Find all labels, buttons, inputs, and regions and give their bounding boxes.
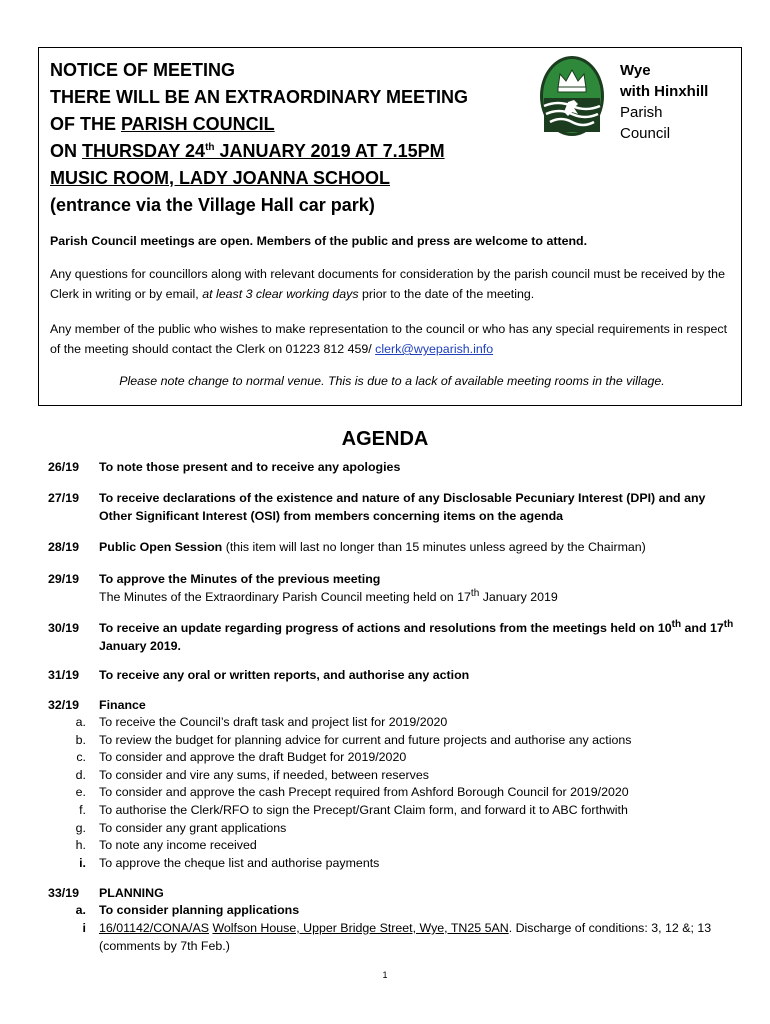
sub-item-letter: i. — [79, 855, 86, 870]
sub-item-letter: d. — [75, 767, 86, 782]
questions-text-a: Any questions for councillors along with relevant documents for consideration by the parish council must be received by the Clerk in writing or by email, — [50, 267, 725, 301]
meeting-date-b: JANUARY 2019 AT 7.15PM — [214, 141, 445, 161]
meeting-date-sup: th — [205, 142, 215, 153]
agenda-item-number: 33/19 — [48, 886, 80, 900]
representation-text — [50, 319, 734, 359]
minutes-detail-a: The Minutes of the Extraordinary Parish Council meeting held on 17 — [99, 590, 471, 604]
sub-item-text: To note any income received — [99, 838, 257, 853]
meeting-date-a: THURSDAY 24 — [82, 141, 206, 161]
sub-item-text: To receive the Council’s draft task and project list for 2019/2020 — [99, 715, 448, 729]
public-open-session-note: (this item will last no longer than 15 minutes unless agreed by the Chairman) — [222, 540, 646, 554]
agenda-item-text: To note those present and to receive any apologies — [99, 460, 401, 474]
parish-council-crest-icon — [538, 54, 606, 138]
agenda-item-text — [99, 619, 739, 655]
sub-item-letter: c. — [76, 750, 86, 765]
agenda-item-text: To receive any oral or written reports, and authorise any action — [99, 668, 470, 682]
sub-item-letter: a. — [75, 903, 86, 917]
update-sup-2: th — [723, 618, 734, 630]
notice-line-3-underlined: PARISH COUNCIL — [121, 114, 275, 134]
update-sup-1: th — [671, 618, 682, 630]
open-meetings-text: Parish Council meetings are open. Members of the public and press are welcome to attend. — [50, 234, 588, 248]
sub-item-roman: i — [82, 921, 86, 935]
sub-item-text: To approve the cheque list and authorise payments — [99, 855, 380, 870]
sub-item-text: To consider and vire any sums, if needed, between reserves — [99, 767, 429, 782]
council-name — [620, 60, 708, 144]
update-text-c: January 2019. — [99, 639, 181, 653]
application-details: . Discharge of conditions: 3, 12 &; 13 (comments by 7th Feb.) — [99, 921, 712, 953]
sub-item-letter: f. — [79, 803, 86, 817]
planning-application-text — [99, 920, 735, 955]
agenda-item-number: 31/19 — [48, 668, 80, 682]
representation-text-body: Any member of the public who wishes to make representation to the council or who has any special requirements in respect of the meeting should contact the Clerk on 01223 812 459/ — [50, 322, 728, 356]
agenda-item-number: 26/19 — [48, 460, 80, 474]
questions-deadline: at least 3 clear working days — [202, 287, 359, 301]
update-text-b: and 17 — [681, 621, 724, 635]
sub-item-text: To review the budget for planning advice for current and future projects and authorise any actions — [99, 732, 632, 747]
agenda-item-text — [99, 538, 739, 556]
meeting-date — [82, 141, 445, 161]
council-name-line-3: Parish — [620, 104, 663, 121]
agenda-item-text — [99, 570, 739, 606]
sub-item-letter: e. — [75, 785, 86, 800]
notice-line-5: MUSIC ROOM, LADY JOANNA SCHOOL — [50, 168, 391, 188]
council-name-line-2: with Hinxhill — [620, 83, 709, 100]
council-name-line-4: Council — [620, 125, 671, 142]
venue-note: Please note change to normal venue. This is due to a lack of available meeting rooms in the village. — [119, 374, 665, 388]
agenda-item-text: Finance — [99, 698, 146, 712]
minutes-detail-b: January 2019 — [479, 590, 558, 604]
sub-item-letter: g. — [75, 820, 86, 835]
agenda-item-number: 30/19 — [48, 621, 80, 635]
sub-item-text: To consider and approve the cash Precept required from Ashford Borough Council for 2019/2020 — [99, 785, 629, 800]
council-name-line-1: Wye — [620, 62, 651, 79]
agenda-item-number: 28/19 — [48, 540, 80, 554]
notice-line-4-pre: ON — [50, 141, 83, 161]
agenda-item-text: PLANNING — [99, 886, 164, 900]
agenda-item-title: To approve the Minutes of the previous meeting — [99, 572, 381, 586]
agenda-heading: AGENDA — [341, 428, 429, 450]
sub-item-letter: h. — [75, 838, 86, 853]
application-address: Wolfson House, Upper Bridge Street, Wye, TN25 5AN — [212, 921, 509, 935]
notice-line-4 — [50, 138, 468, 165]
sub-item-text: To consider planning applications — [99, 903, 300, 917]
notice-title — [50, 57, 468, 219]
sub-item-letter: b. — [75, 732, 86, 747]
minutes-detail-sup: th — [470, 587, 480, 599]
public-open-session-label: Public Open Session — [99, 540, 223, 554]
questions-text — [50, 264, 734, 304]
application-reference: 16/01142/CONA/AS — [99, 921, 209, 935]
notice-line-2: THERE WILL BE AN EXTRAORDINARY MEETING — [50, 87, 469, 107]
agenda-item-number: 32/19 — [48, 698, 80, 712]
clerk-email-link[interactable]: clerk@wyeparish.info — [375, 342, 494, 356]
agenda-item-text: To receive declarations of the existence and nature of any Disclosable Pecuniary Interest (DPI) and any Other Significant Interest (OSI) from members concerning items on the agenda — [99, 491, 706, 523]
update-text-a: To receive an update regarding progress of actions and resolutions from the meetings held on 10 — [99, 621, 672, 635]
notice-line-3 — [50, 111, 468, 138]
notice-line-1: NOTICE OF MEETING — [50, 60, 236, 80]
page-number: 1 — [382, 970, 388, 980]
agenda-item-number: 29/19 — [48, 572, 80, 586]
agenda-item-number: 27/19 — [48, 491, 80, 505]
sub-item-text: To consider any grant applications — [99, 820, 287, 835]
notice-box — [38, 47, 742, 406]
sub-item-letter: a. — [75, 715, 86, 729]
notice-line-6: (entrance via the Village Hall car park) — [50, 195, 375, 215]
questions-text-b: prior to the date of the meeting. — [358, 287, 535, 301]
sub-item-text: To consider and approve the draft Budget for 2019/2020 — [99, 750, 407, 765]
sub-item-text: To authorise the Clerk/RFO to sign the Precept/Grant Claim form, and forward it to ABC forthwith — [99, 803, 628, 817]
notice-line-3-pre: OF THE — [50, 114, 121, 134]
